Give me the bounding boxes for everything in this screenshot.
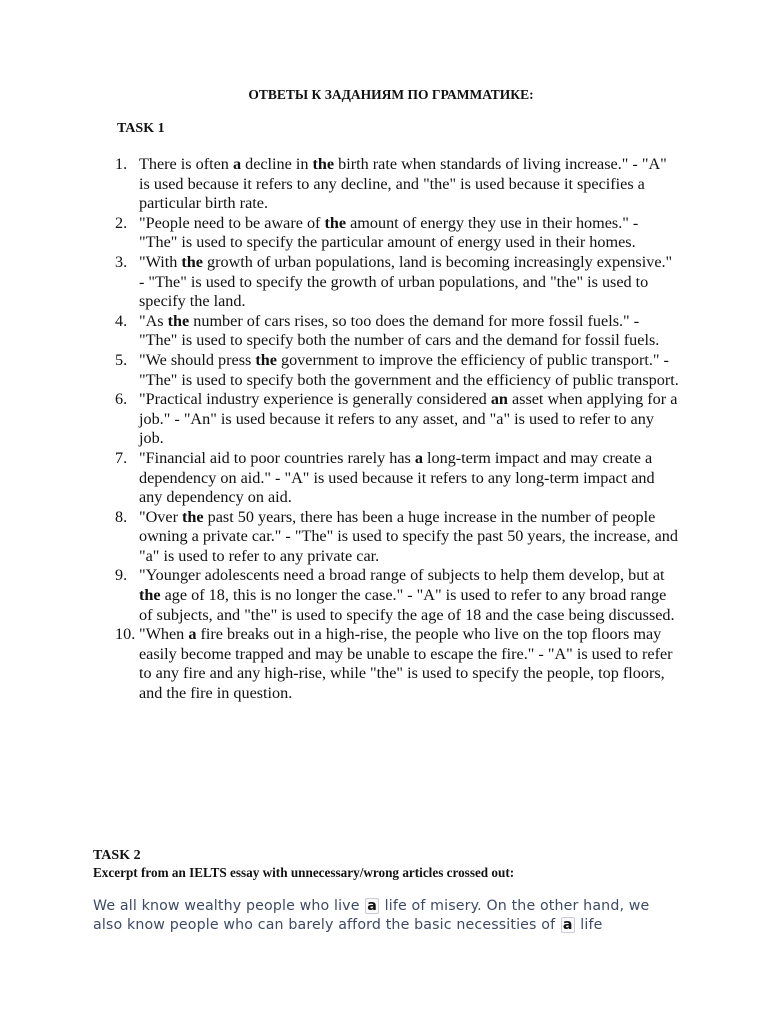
answer-number: 6. [115, 390, 128, 409]
answer-item [115, 390, 680, 449]
answer-text: birth rate when standards of living increase." - "A" is used because it refers to any decline, and "the" is used because it specifies a particular birth rate. [139, 155, 667, 213]
task1-heading: TASK 1 [117, 121, 165, 136]
article-highlight: the [182, 507, 204, 526]
task2-subheading: Excerpt from an IELTS essay with unnecessary/wrong articles crossed out: [93, 865, 515, 880]
answer-number: 10. [115, 625, 136, 644]
answer-number: 2. [115, 213, 128, 232]
answer-text: "We should press [139, 350, 256, 369]
article-highlight: an [490, 390, 508, 409]
answer-text: "With [139, 252, 182, 271]
answer-text: fire breaks out in a high-rise, the people who live on the top floors may easily become trapped and may be unable to escape the fire." - "A" is used to refer to any fire and any high-rise, while "the" is used to specify the people, top floors, and the fire in question. [139, 625, 673, 703]
answer-item [115, 508, 680, 567]
answer-text: "As [139, 311, 168, 330]
answer-text: "Younger adolescents need a broad range of subjects to help them develop, but at [139, 566, 665, 585]
answer-text: "Practical industry experience is generally considered [139, 390, 491, 409]
answer-number: 8. [115, 507, 128, 526]
answer-text: government to improve the efficiency of public transport." - "The" is used to specify both the government and the efficiency of public transport. [139, 350, 679, 389]
essay-text: life [575, 916, 603, 933]
answer-number: 5. [115, 350, 128, 369]
crossed-article: a [367, 898, 377, 914]
answer-item [115, 351, 680, 390]
answer-number: 3. [115, 252, 128, 271]
article-highlight: a [188, 625, 197, 644]
answer-number: 1. [115, 155, 128, 173]
answer-item [115, 566, 680, 625]
article-highlight: the [139, 586, 161, 605]
article-highlight: a [414, 448, 423, 467]
answer-text: number of cars rises, so too does the demand for more fossil fuels." - "The" is used to specify both the number of cars and the demand for fossil fuels. [139, 311, 660, 350]
answer-item [115, 214, 680, 253]
essay-text: We all know wealthy people who live [93, 898, 365, 914]
answer-item [115, 155, 680, 214]
answer-text: asset when applying for a job." - "An" is used because it refers to any asset, and "a" is used to refer to any job. [139, 390, 678, 448]
answer-text: "People need to be aware of [139, 213, 325, 232]
answer-text: decline in [241, 155, 313, 173]
answer-text: "Over [139, 507, 183, 526]
answer-text: "Financial aid to poor countries rarely has [139, 448, 415, 467]
answer-item [115, 253, 680, 312]
essay-text: life of misery. On the other hand, we also know people who can barely afford the basic necessities of [93, 898, 650, 933]
answer-number: 7. [115, 448, 128, 467]
article-highlight: the [255, 350, 277, 369]
answer-text: "When [139, 625, 189, 644]
answer-text: growth of urban populations, land is becoming increasingly expensive." - "The" is used to specify the growth of urban populations, and "the" is used to specify the land. [139, 252, 673, 311]
answer-number: 4. [115, 311, 128, 330]
article-highlight: the [181, 252, 203, 271]
answer-text: past 50 years, there has been a huge increase in the number of people owning a private car." - "The" is used to specify the past 50 years, the increase, and "a" is used to refer to any private car. [139, 507, 678, 565]
answer-item [115, 312, 680, 351]
answer-text: There is often [139, 155, 233, 173]
answer-item [115, 625, 680, 703]
task1-answer-list [115, 155, 680, 704]
article-highlight: a [232, 155, 242, 173]
article-highlight: the [167, 311, 190, 330]
answer-number: 9. [115, 566, 128, 585]
answer-item [115, 449, 680, 508]
article-highlight: the [324, 213, 347, 232]
page-title: ОТВЕТЫ К ЗАДАНИЯМ ПО ГРАММАТИКЕ: [248, 87, 534, 102]
task2-heading: TASK 2 [93, 848, 141, 863]
answer-text: age of 18, this is no longer the case." - "A" is used to refer to any broad range of subjects, and "the" is used to specify the age of 18 and the case being discussed. [139, 586, 675, 624]
article-highlight: the [312, 155, 335, 173]
answer-text: long-term impact and may create a dependency on aid." - "A" is used because it refers to any long-term impact and any dependency on aid. [139, 448, 655, 507]
essay-excerpt [93, 897, 673, 934]
crossed-article: a [562, 916, 573, 933]
answer-text: amount of energy they use in their homes." - "The" is used to specify the particular amount of energy used in their homes. [139, 213, 639, 252]
